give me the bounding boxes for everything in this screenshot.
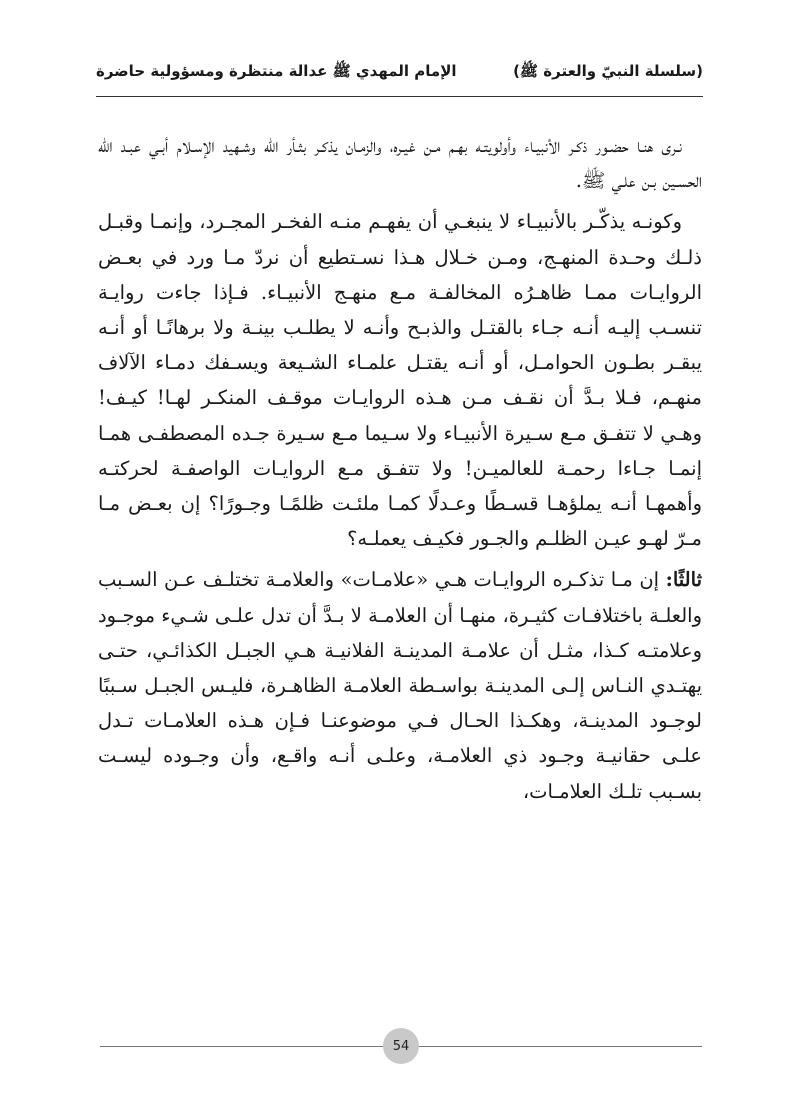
book-title: الإمام المهدي ﷺ عدالة منتظرة ومسؤولية حاضرة [96,62,457,80]
body-paragraph: وكونـه يذكّـر بالأنبيـاء لا ينبغـي أن يفهـم منـه الفخـر المجـرد، وإنمـا وقبـل ذلـك وحـدة المنهـج، ومـن خـلال هـذا نسـتطيع أن نردّ مـا ورد في بعـض الروايـات ممـا ظاهـرُه المخالفـة مـع منهـج الأنبيـاء. فـإذا جاءت روايـة تنسـب إليـه أنـه جـاء بالقتـل والذبـح وأنـه لا يطلـب بينـة ولا برهانًـا أو أنـه يبقـر بطـون الحوامـل، أو أنـه يقتـل علمـاء الشـيعة ويسـفك دمـاء الآلاف منهـم، فـلا بـدَّ أن نقـف مـن هـذه الروايـات موقـف المنكـر لهـا! كيـف! وهـي لا تتفـق مـع سـيرة الأنبيـاء ولا سـيما مـع سـيرة جـده المصطفـى همـا إنمـا جـاءا رحمـة للعالميـن! ولا تتفـق مـع الروايـات الواصفـة لحركتـه وأهمهـا أنـه يملؤهـا قسـطًا وعـدلًا كمـا ملئـت ظلمًـا وجـورًا؟ إن بعـض مـا مـرّ لهـو عيـن الظلـم والجـور فكيـف يعملـه؟ [98,210,702,551]
third-point-heading: ثالثًا: [665,568,702,592]
page-body [98,128,702,809]
page-number: 54 [383,1028,419,1064]
third-point-text: إن مـا تذكـره الروايـات هـي «علامـات» والعلامـة تختلـف عـن السـبب والعلـة باختلافـات كثيـرة، منهـا أن العلامـة لا بـدَّ أن تدل علـى شـيء موجـود وعلامتـه كـذا، مثـل أن علامـة المدينـة الفلانيـة هـي الجبـل الكذائـي، حتـى يهتـدي النـاس إلـى المدينـة بواسـطة العلامـة الظاهـرة، فليـس الجبـل سـببًا لوجـود المدينـة، وهكـذا الحـال فـي موضوعنـا فـإن هـذه العلامـات تـدل علـى حقانيـة وجـود ذي العلامـة، وعلـى أنـه واقـع، وأن وجـوده ليسـت بسـبب تلـك العلامـات، [98,568,702,803]
series-title: (سلسلة النبيّ والعترة ﷺ) [513,62,703,80]
footer-divider-left [100,1046,383,1047]
body-paragraph: نـرى هنـا حضـور ذكـر الأنبيـاء وأولويتـه بهـم مـن غيـره، والزمـان يذكـر بثـأر الله وشـهيد الإسـلام أبـي عبـد الله الحسـين بـن علـي ﷺ. [98,134,702,193]
footer-divider-right [419,1046,702,1047]
header-divider [96,96,703,97]
body-paragraph-third-point [98,562,702,808]
running-header [96,56,703,90]
